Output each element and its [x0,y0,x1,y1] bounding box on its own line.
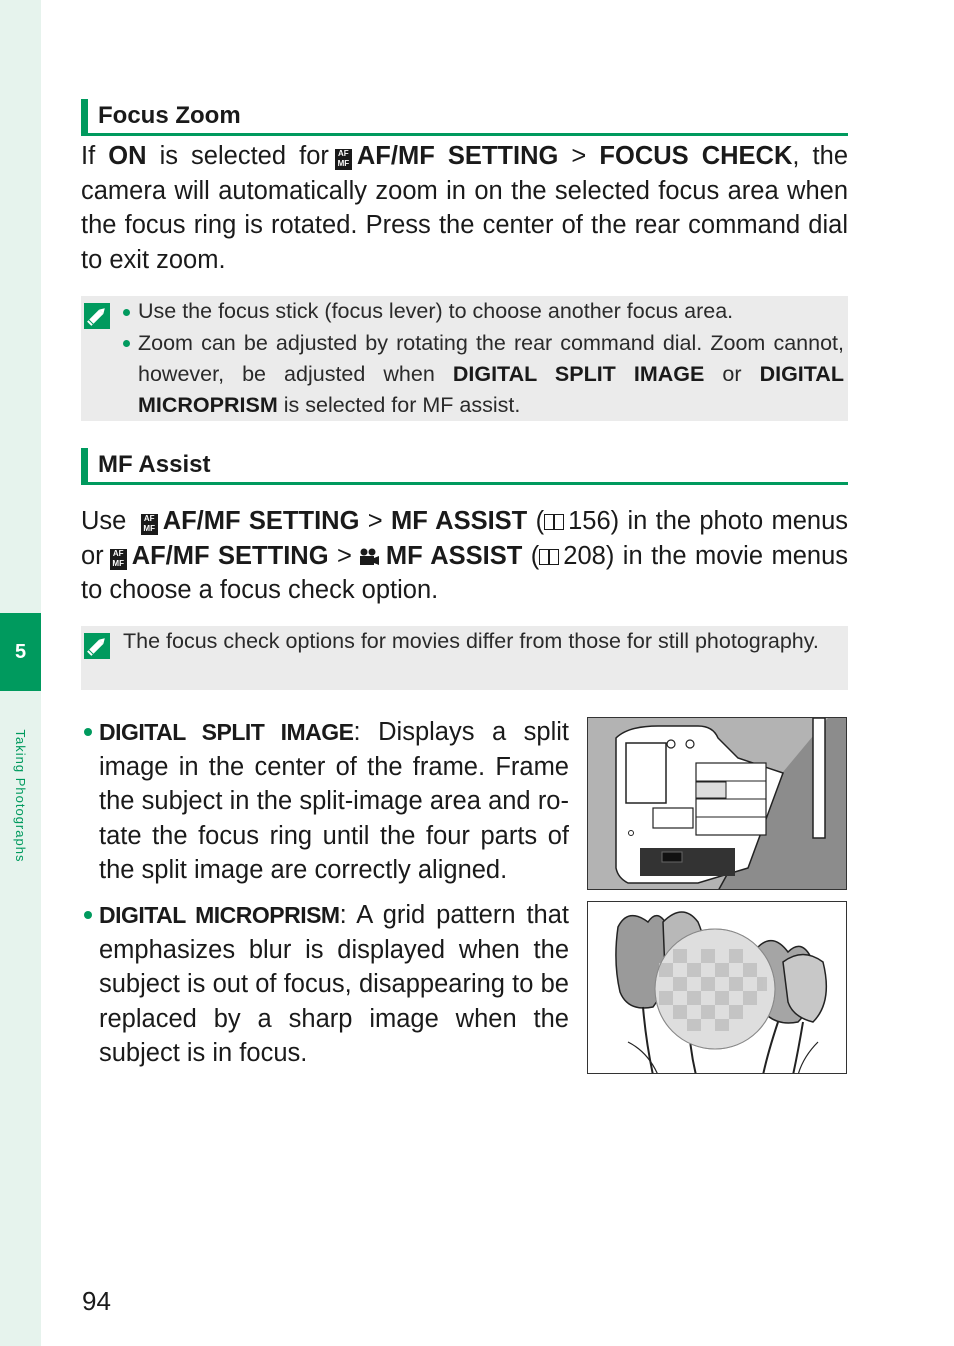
movie-camera-icon [358,548,380,566]
page-reference-icon [544,514,564,530]
page-reference-icon [539,549,559,565]
section-heading-mf-assist [81,448,848,485]
note-box [81,296,848,421]
bullet-dot [84,911,92,919]
section-title: Focus Zoom [98,102,241,129]
split-image-illustration [587,717,847,890]
note-box [81,626,848,690]
section-heading-focus-zoom [81,99,848,136]
option-description: : Displays a split image in the center of the frame. Frame the subject in the split-image area and rotate the focus ring until the four parts of the split image are correctly aligned. [99,718,569,884]
option-digital-split-image [99,715,569,888]
note-item: Use the focus stick (focus lever) to choose another focus area. [81,296,848,327]
note-pencil-icon [83,632,111,660]
page-number: 94 [82,1286,111,1316]
note-text: The focus check options for movies differ from those for still photography. [123,629,819,653]
option-digital-microprism [99,898,569,1071]
option-description: : A grid pattern that emphasizes blur is displayed when the subject is out of focus, disappearing to be replaced by a sharp image when the subject is in focus. [99,901,569,1067]
chapter-label: Taking Photographs [13,729,28,863]
note-item: Zoom can be adjusted by rotating the rear command dial. Zoom cannot, however, be adjusted when DIGITAL SPLIT IMAGE or DIGITAL MICROPRISM is selected for MF assist. [81,327,848,421]
section-title: MF Assist [98,451,211,478]
focus-zoom-paragraph: If ON is selected for AF MF AF/MF SETTING > FOCUS CHECK, the camera will automatically zoom in on the selected focus area when the focus ring is rotated. Press the center of the rear command dial to exit zoom. [81,142,849,274]
chapter-tab [0,613,41,691]
heading-accent-bar [81,448,88,482]
mf-assist-paragraph: Use AF MF AF/MF SETTING > MF ASSIST ( 156) in the photo menus or AF MF AF/MF SETTING > MF ASSIST ( 208) in the movie menus to choose a focus check option. [81,507,849,604]
af-mf-icon: AF MF [335,149,352,170]
option-name: DIGITAL MICROPRISM [99,902,340,928]
option-name: DIGITAL SPLIT IMAGE [99,719,354,745]
chapter-number: 5 [14,640,27,663]
af-mf-icon: AF MF [110,549,127,570]
microprism-illustration [587,901,847,1074]
bullet-dot [84,728,92,736]
af-mf-icon: AF MF [141,514,158,535]
heading-accent-bar [81,99,88,133]
